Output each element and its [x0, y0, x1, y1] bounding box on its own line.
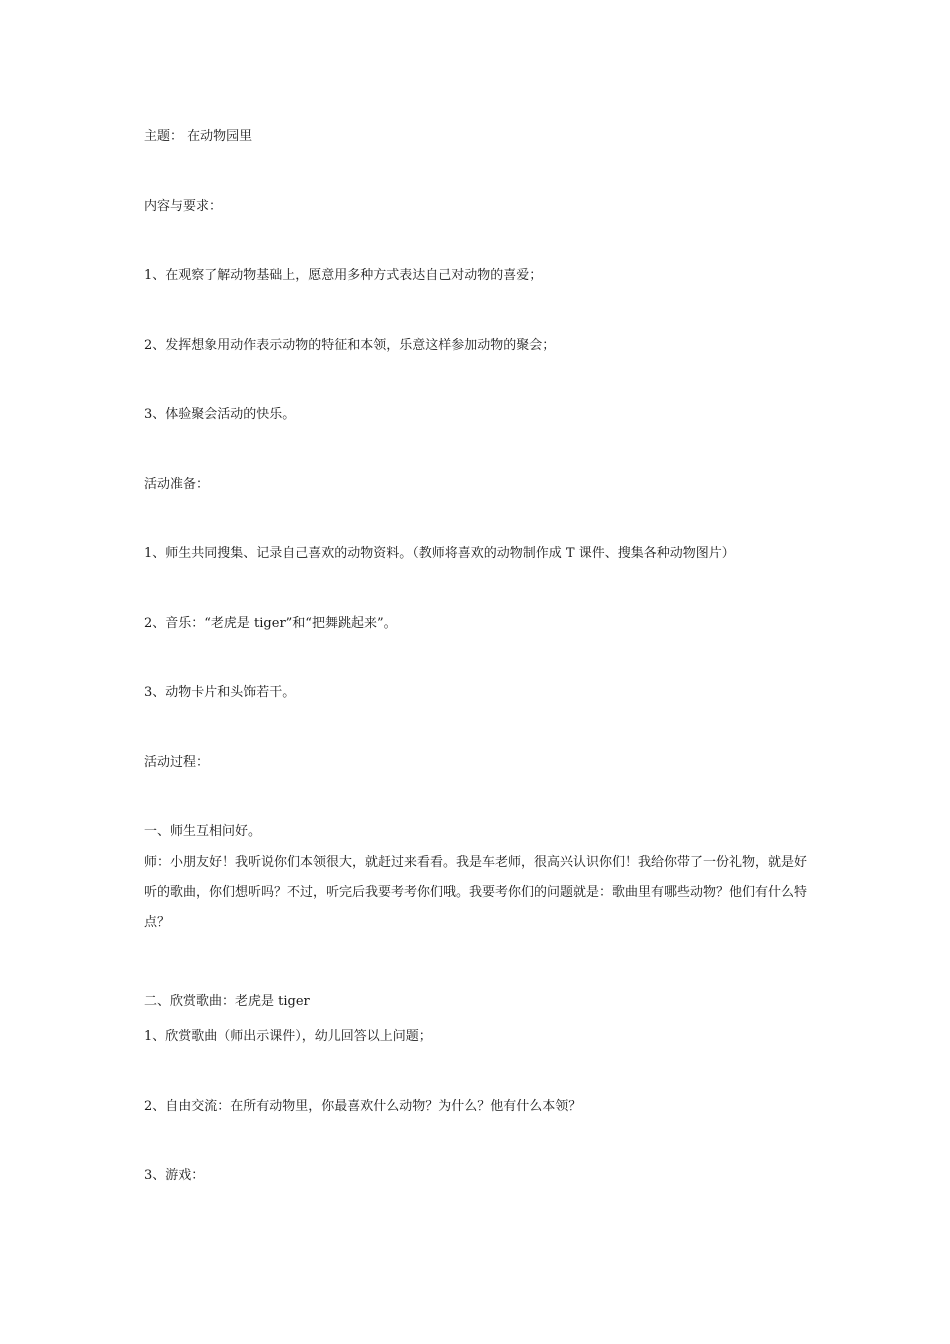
process-heading: 活动过程：	[144, 755, 210, 770]
step1-paragraph: 师：小朋友好！我听说你们本领很大，就赶过来看看。我是车老师，很高兴认识你们！我给你带了一份礼物，就是好听的歌曲，你们想听吗？不过，听完后我要考考你们哦。我要考你们的问题就是：歌曲里有哪些动物？他们有什么特点？	[144, 855, 808, 930]
step1-title: 一、师生互相问好。	[144, 824, 262, 839]
requirement-item-1: 1、在观察了解动物基础上，愿意用多种方式表达自己对动物的喜爱；	[144, 268, 543, 283]
theme-line: 主题： 在动物园里	[144, 129, 253, 144]
step2-item-1: 1、欣赏歌曲（师出示课件），幼儿回答以上问题；	[144, 1029, 432, 1044]
preparation-item-3: 3、动物卡片和头饰若干。	[144, 685, 296, 700]
requirement-item-3: 3、体验聚会活动的快乐。	[144, 407, 296, 422]
content-heading: 内容与要求：	[144, 199, 223, 214]
preparation-heading: 活动准备：	[144, 477, 210, 492]
step2-title: 二、欣赏歌曲：老虎是 tiger	[144, 994, 310, 1009]
step2-item-3: 3、游戏：	[144, 1168, 205, 1183]
preparation-item-2: 2、音乐：“老虎是 tiger”和“把舞跳起来”。	[144, 616, 397, 631]
preparation-item-1: 1、师生共同搜集、记录自己喜欢的动物资料。（教师将喜欢的动物制作成 T 课件、搜集各种动物图片）	[144, 546, 735, 561]
requirement-item-2: 2、发挥想象用动作表示动物的特征和本领，乐意这样参加动物的聚会；	[144, 338, 556, 353]
step2-item-2: 2、自由交流：在所有动物里，你最喜欢什么动物？为什么？他有什么本领？	[144, 1099, 582, 1114]
